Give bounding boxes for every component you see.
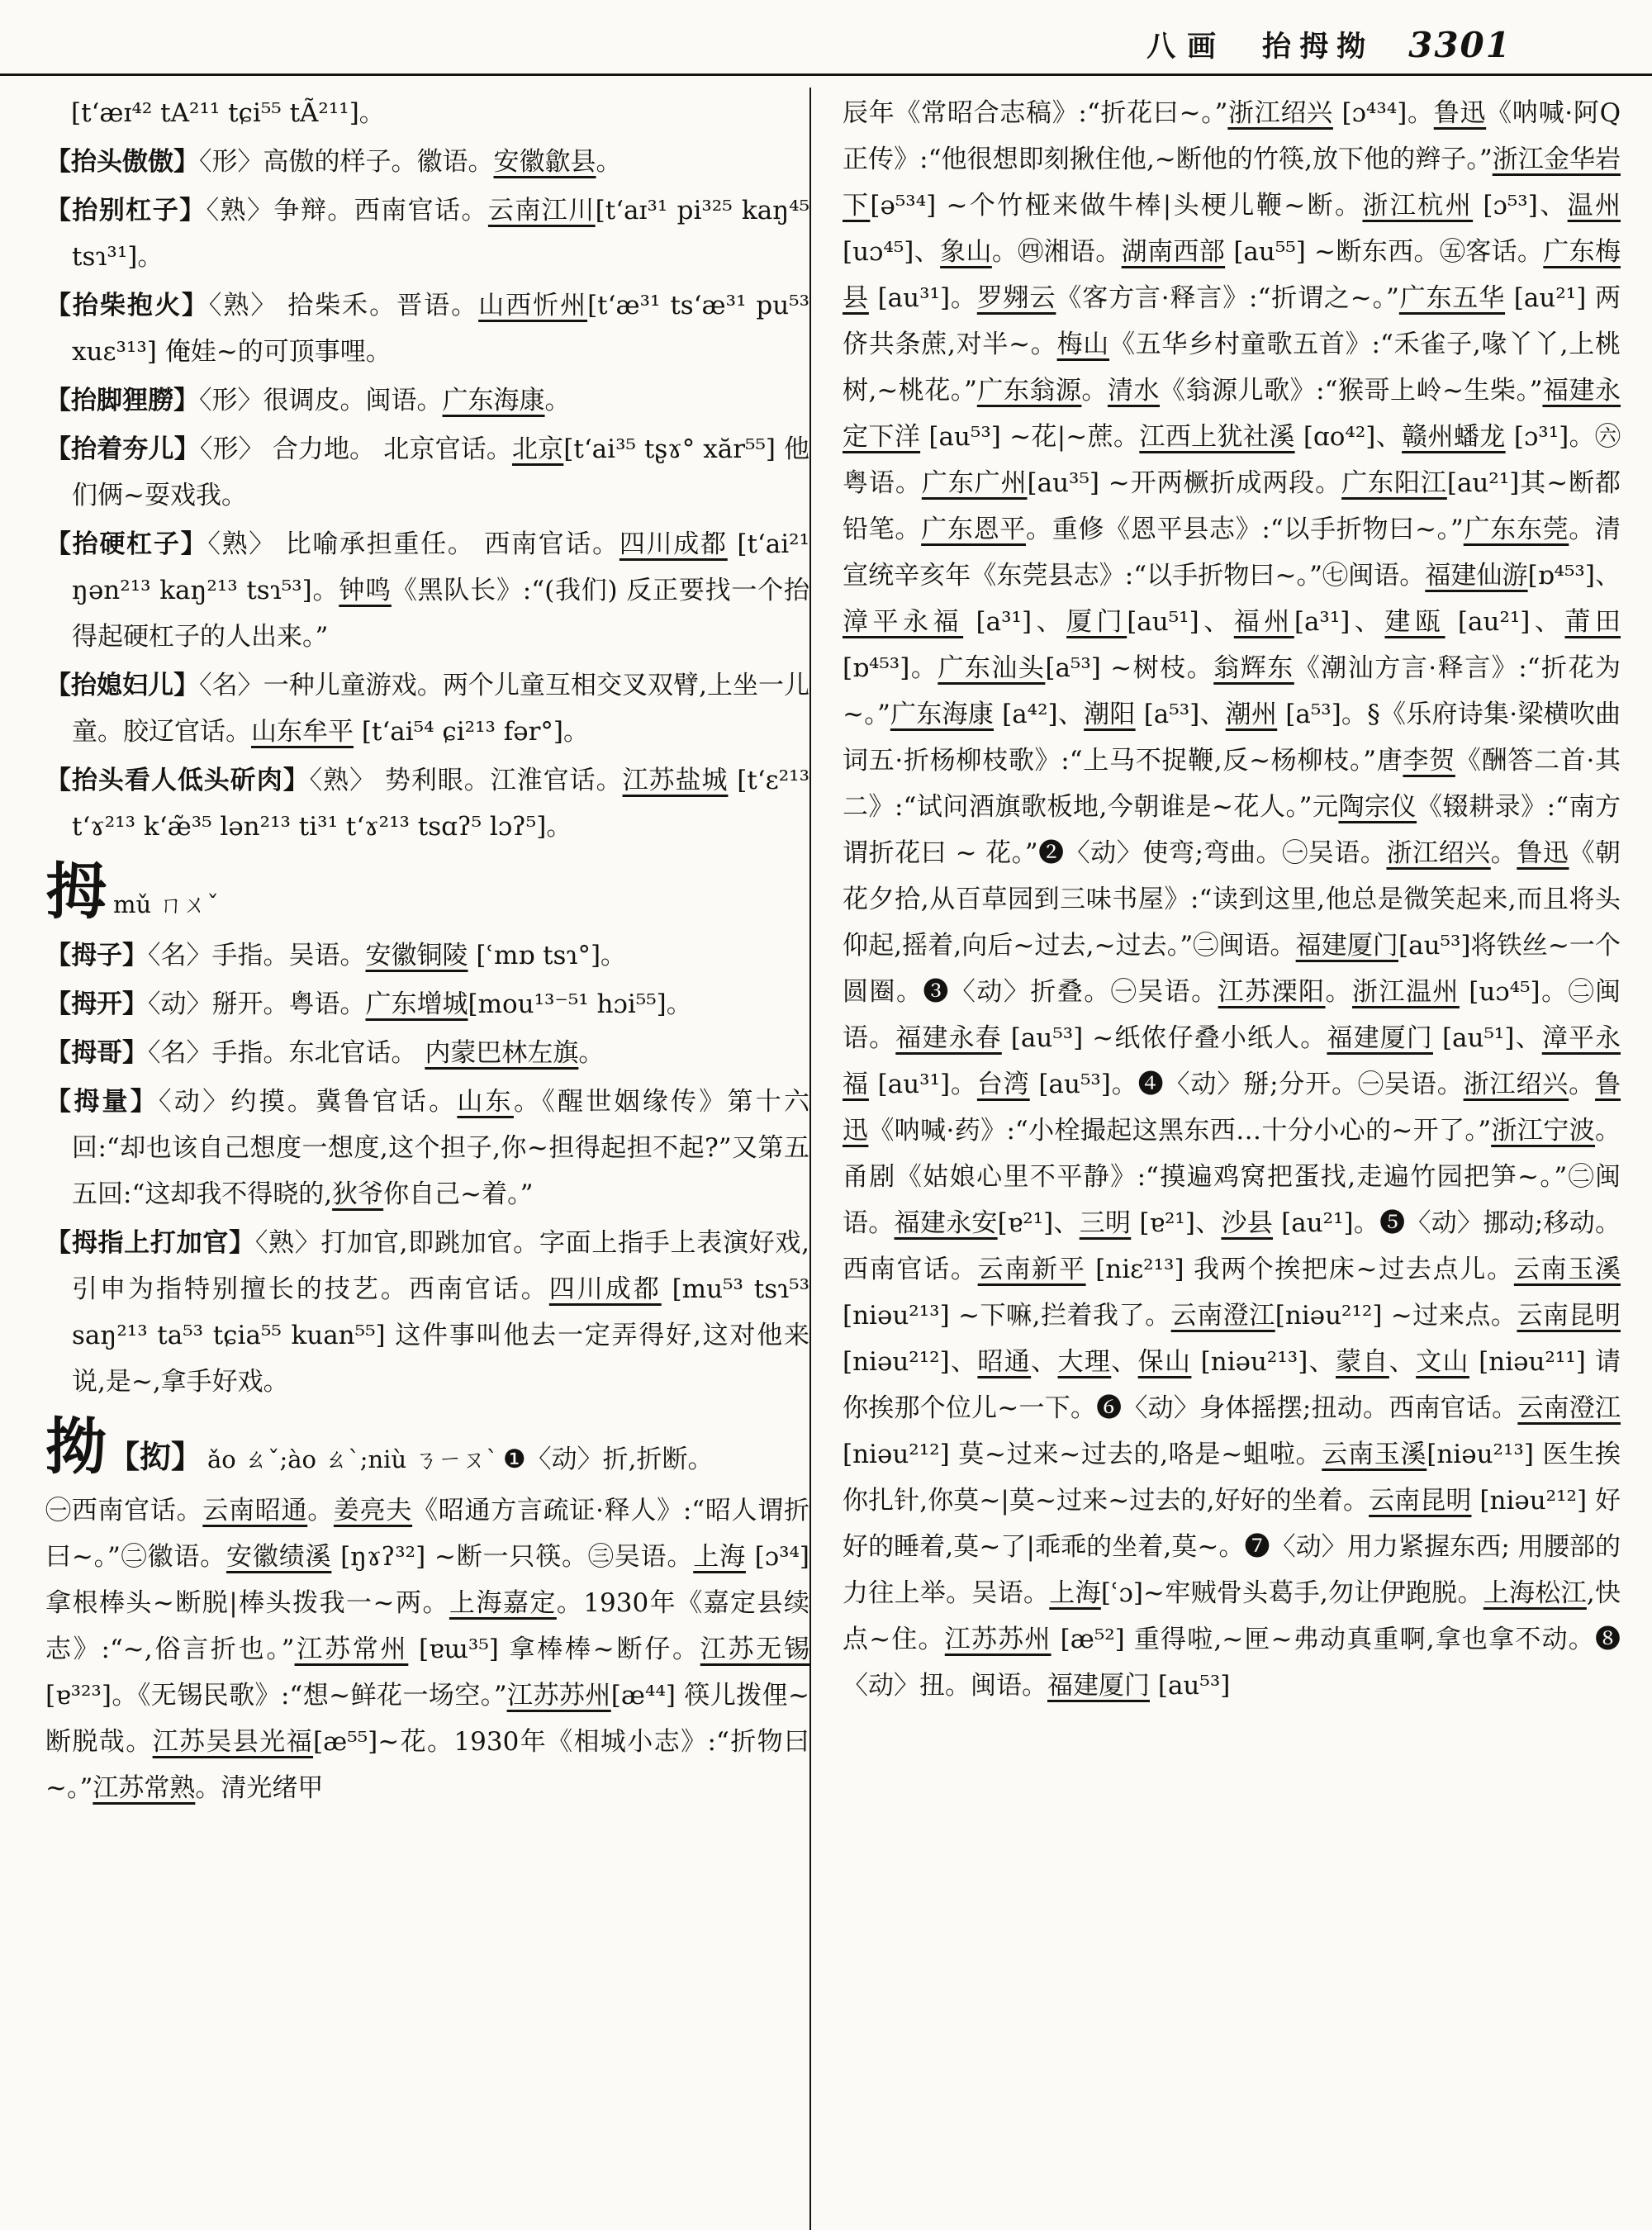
text-run: [ɐ²¹]、 <box>997 1208 1080 1238</box>
proper-noun-underlined: 江苏溧阳 <box>1218 977 1326 1007</box>
text-run: [au²¹]其~断都铅笔。 <box>843 468 1621 544</box>
proper-noun-underlined: 安徽绩溪 <box>226 1542 332 1572</box>
text-run: 。 <box>1569 1070 1596 1099</box>
text-run: [au⁵⁵] ~断东西。㊄客话。 <box>1225 237 1544 267</box>
proper-noun-underlined: 温州 <box>1567 191 1621 221</box>
proper-noun-underlined: 浙江绍兴 <box>1463 1070 1569 1099</box>
proper-noun-underlined: 陶宗仪 <box>1338 792 1417 822</box>
text-run: [niəu²¹²] 好好的睡着,莫~了|乖乖的坐着,莫~。❼〈动〉用力紧握东西; 用腰部的力往上举。吴语。 <box>843 1486 1621 1608</box>
text-run: 你自己~着。” <box>383 1179 534 1209</box>
proper-noun-underlined: 潮阳 <box>1084 700 1136 729</box>
proper-noun-underlined: 云南澄江 <box>1170 1301 1275 1331</box>
page-header <box>0 0 1652 76</box>
entry-headword: 【抬媳妇儿】 <box>45 671 200 700</box>
proper-noun-underlined: 云南江川 <box>487 196 596 225</box>
text-run: 。㊃湘语。 <box>991 237 1122 267</box>
text-run: 《呐喊·阿Q正传》:“他很想即刻揪住他,~断他的竹筷,放下他的辫子。” <box>843 98 1621 174</box>
proper-noun-underlined: 鲁迅 <box>1433 98 1487 128</box>
proper-noun-underlined: 钟鸣 <box>339 576 392 605</box>
proper-noun-underlined: 梅山 <box>1056 330 1110 359</box>
proper-noun-underlined: 罗翙云 <box>976 283 1056 313</box>
text-run: [t‘ai²¹ ŋən²¹³ kaŋ²¹³ tsɿ⁵³]。 <box>72 529 809 605</box>
proper-noun-underlined: 江苏常州 <box>294 1635 409 1664</box>
head-character: 拗 <box>45 1412 108 1483</box>
proper-noun-underlined: 广东东莞 <box>1463 515 1569 544</box>
text-run: [mu⁵³ tsɿ⁵³ saŋ²¹³ ta⁵³ tɕia⁵⁵ kuan⁵⁵] 这件事叫他去一定弄得好,这对他来说,是~,拿手好戏。 <box>72 1274 809 1397</box>
text-run: 。1930年《嘉定县续志》:“~,俗言折也。” <box>45 1588 809 1664</box>
text-run: 《潮汕方言·释言》:“折花为~。” <box>843 653 1621 729</box>
proper-noun-underlined: 广东汕头 <box>938 653 1046 683</box>
text-run: 〈名〉手指。东北官话。 <box>148 1038 425 1068</box>
text-run: 《朝花夕拾,从百草园到三味书屋》:“读到这里,他总是微笑起来,而且将头仰起,摇着,向后~过去,~过去。”㊁闽语。 <box>843 838 1621 961</box>
proper-noun-underlined: 沙县 <box>1221 1208 1274 1238</box>
text-run: 〈名〉一种儿童游戏。两个儿童互相交叉双臂,上坐一儿童。胶辽官话。 <box>72 671 809 747</box>
proper-noun-underlined: 莆田 <box>1564 607 1621 637</box>
text-run: [niəu²¹²]、 <box>843 1347 978 1377</box>
proper-noun-underlined: 广东海康 <box>442 386 545 415</box>
proper-noun-underlined: 山东 <box>457 1087 514 1117</box>
proper-noun-underlined: 云南澄江 <box>1517 1393 1621 1423</box>
text-run: [t‘ai³⁵ tʂɤ° xăr⁵⁵] 他们俩~耍戏我。 <box>72 434 809 510</box>
text-run: 〈形〉 合力地。 北京官话。 <box>199 434 512 464</box>
proper-noun-underlined: 狄爷 <box>332 1179 384 1209</box>
entry-headword: 【抬脚狸朥】 <box>45 386 199 415</box>
proper-noun-underlined: 保山 <box>1137 1347 1192 1377</box>
text-run: [au³⁵] ~开两橛折成两段。 <box>1027 468 1342 498</box>
text-run: [niəu²¹³] ~下嘛,拦着我了。 <box>843 1301 1171 1331</box>
dictionary-paragraph <box>45 1220 809 1405</box>
proper-noun-underlined: 翁辉东 <box>1213 653 1294 683</box>
proper-noun-underlined: 山西忻州 <box>478 291 588 320</box>
proper-noun-underlined: 云南玉溪 <box>1322 1440 1427 1469</box>
text-run: [au³¹]。 <box>868 283 977 313</box>
right-column <box>809 88 1621 2230</box>
dictionary-paragraph <box>45 377 809 424</box>
section-characters-label: 抬拇拗 <box>1262 30 1374 64</box>
text-run: ❶〈动〉折,折断。 <box>502 1445 714 1474</box>
text-run: 《辍耕录》:“南方谓折花曰 ~ 花。”❷〈动〉使弯;弯曲。㊀吴语。 <box>843 792 1621 868</box>
proper-noun-underlined: 蒙自 <box>1336 1347 1389 1377</box>
proper-noun-underlined: 浙江金华岩下 <box>843 145 1621 221</box>
proper-noun-underlined: 浙江杭州 <box>1362 191 1474 221</box>
proper-noun-underlined: 云南昭通 <box>202 1496 308 1525</box>
text-run: [au⁵¹]、 <box>1127 607 1234 637</box>
proper-noun-underlined: 福建仙游 <box>1425 561 1528 591</box>
entry-headword: 【抬别杠子】 <box>45 196 206 225</box>
entry-headword: 【抬头傲傲】 <box>45 147 199 177</box>
entry-headword: 【拇子】 <box>45 941 148 970</box>
proper-noun-underlined: 广东梅县 <box>843 237 1621 313</box>
text-run: 。甬剧《姑娘心里不平静》:“摸遍鸡窝把蛋找,走遍竹园把笋~。”㊁闽语。 <box>843 1116 1621 1238</box>
proper-noun-underlined: 江苏常熟 <box>93 1773 196 1803</box>
proper-noun-underlined: 赣州蟠龙 <box>1402 422 1506 452</box>
text-run: 、 <box>1111 1347 1138 1377</box>
text-run: 《五华乡村童歌五首》:“禾雀子,喙丫丫,上桃树,~桃花。” <box>843 330 1621 406</box>
proper-noun-underlined: 文山 <box>1416 1347 1469 1377</box>
dictionary-paragraph <box>45 426 809 519</box>
proper-noun-underlined: 云南昆明 <box>1517 1301 1621 1331</box>
proper-noun-underlined: 福州 <box>1233 607 1294 637</box>
text-run: [niəu²¹²] ~过来点。 <box>1275 1301 1517 1331</box>
dictionary-paragraph <box>45 139 809 185</box>
proper-noun-underlined: 云南昆明 <box>1369 1486 1472 1516</box>
text-run: [ʿɔ]~牢贼骨头葛手,勿让伊跑脱。 <box>1100 1578 1483 1608</box>
dictionary-paragraph <box>45 282 809 375</box>
proper-noun-underlined: 广东五华 <box>1398 283 1506 313</box>
proper-noun-underlined: 昭通 <box>977 1347 1032 1377</box>
text-run: 。 <box>307 1496 334 1525</box>
proper-noun-underlined: 福建永定下洋 <box>843 376 1621 452</box>
text-run: [t‘ai⁵⁴ ɕi²¹³ fər°]。 <box>354 717 590 747</box>
text-run: [ɒ⁴⁵³]。 <box>843 653 938 683</box>
text-columns <box>0 76 1652 2230</box>
text-run: [ɐɯ³⁵] 拿棒棒~断仔。 <box>408 1635 700 1664</box>
text-run: [t‘æ³¹ ts‘æ³¹ pu⁵³ xuɛ³¹³] 俺娃~的可顶事哩。 <box>72 291 809 367</box>
proper-noun-underlined: 漳平永福 <box>843 607 964 637</box>
proper-noun-underlined: 福建厦门 <box>1327 1023 1433 1053</box>
text-run: [niəu²¹³] 医生挨你扎针,你莫~|莫~过来~过去的,好好的坐着。 <box>843 1440 1621 1516</box>
proper-noun-underlined: 姜亮夫 <box>333 1496 413 1525</box>
text-run: [æ⁵⁵]~花。1930年《相城小志》:“折物曰~。” <box>45 1727 809 1803</box>
proper-noun-underlined: 建瓯 <box>1384 607 1446 637</box>
text-run: 《呐喊·药》:“小栓撮起这黑东西…十分小心的~开了。” <box>868 1116 1492 1146</box>
text-run: [au⁵¹]、 <box>1432 1023 1542 1053</box>
text-run: [ʿmɒ tsɿ°]。 <box>468 941 627 970</box>
proper-noun-underlined: 北京 <box>512 434 564 464</box>
proper-noun-underlined: 安徽歙县 <box>493 147 596 177</box>
dictionary-paragraph <box>843 90 1621 1709</box>
proper-noun-underlined: 浙江绍兴 <box>1227 98 1333 128</box>
text-run: [æ⁵²] 重得啦,~匣~弗动真重啊,拿也拿不动。❽〈动〉扭。闽语。 <box>843 1625 1621 1701</box>
dictionary-paragraph <box>45 856 809 928</box>
proper-noun-underlined: 浙江宁波 <box>1491 1116 1596 1146</box>
text-run: [æ⁴⁴] 筷儿拨俚~断脱哉。 <box>45 1681 809 1757</box>
proper-noun-underlined: 福建永安 <box>894 1208 998 1238</box>
text-run: [ɔ³¹]。㊅粤语。 <box>843 422 1621 498</box>
text-run: 〈熟〉 拾柴禾。晋语。 <box>208 291 479 320</box>
proper-noun-underlined: 福建厦门 <box>1047 1671 1150 1701</box>
entry-headword: 【抬着夯儿】 <box>45 434 200 464</box>
proper-noun-underlined: 上海松江 <box>1483 1578 1587 1608</box>
text-run: 〈熟〉打加官,即跳加官。字面上指手上表演好戏,引申为指特别擅长的技艺。西南官话。 <box>72 1228 809 1304</box>
proper-noun-underlined: 云南玉溪 <box>1513 1255 1621 1284</box>
text-run: 〈熟〉争辩。西南官话。 <box>206 196 488 225</box>
proper-noun-underlined: 江苏盐城 <box>622 766 729 795</box>
pronunciation: mǔ ㄇㄨˇ <box>113 890 219 918</box>
dictionary-paragraph <box>45 187 809 280</box>
text-run: 。清宣统辛亥年《东莞县志》:“以手折物曰~。”㊆闽语。 <box>843 515 1621 591</box>
text-run: [ɐ³²³]。《无锡民歌》:“想~鲜花一场空。” <box>45 1681 507 1710</box>
text-run: 〈动〉掰开。粤语。 <box>148 989 366 1019</box>
head-character: 拇 <box>45 856 108 928</box>
proper-noun-underlined: 三明 <box>1079 1208 1132 1238</box>
text-run: [ə⁵³⁴] ~个竹桠来做牛棒|头梗儿鞭~断。 <box>870 191 1363 221</box>
text-run: 。 <box>596 147 622 177</box>
proper-noun-underlined: 内蒙巴林左旗 <box>425 1038 579 1068</box>
proper-noun-underlined: 象山 <box>940 237 992 267</box>
proper-noun-underlined: 江苏吴县光福 <box>152 1727 314 1757</box>
entry-headword: 【拇指上打加官】 <box>45 1228 255 1258</box>
text-run: 〈熟〉 势利眼。江淮官话。 <box>309 766 623 795</box>
text-run: [a⁵³] ~树枝。 <box>1045 653 1214 683</box>
text-run: [niəu²¹³]、 <box>1191 1347 1336 1377</box>
text-run: 〈熟〉 比喻承担重任。 西南官话。 <box>207 529 620 559</box>
text-run: [uɔ⁴⁵]。㊁闽语。 <box>843 977 1621 1053</box>
entry-headword: 【抬硬杠子】 <box>45 529 208 559</box>
text-run: [t‘ɛ²¹³ t‘ɤ²¹³ k‘æ̃³⁵ lən²¹³ ti³¹ t‘ɤ²¹³ tsɑʔ⁵ lɔʔ⁵]。 <box>72 766 809 842</box>
proper-noun-underlined: 潮州 <box>1225 700 1278 729</box>
proper-noun-underlined: 厦门 <box>1066 607 1127 637</box>
text-run: [ɑo⁴²]、 <box>1294 422 1403 452</box>
proper-noun-underlined: 浙江绍兴 <box>1386 838 1491 868</box>
entry-headword: 【抬柴抱火】 <box>45 291 209 320</box>
proper-noun-underlined: 广东恩平 <box>921 515 1026 544</box>
proper-noun-underlined: 鲁迅 <box>843 1070 1621 1146</box>
proper-noun-underlined: 江苏无锡 <box>700 1635 809 1664</box>
text-run: [ɔ³⁴] 拿根棒头~断脱|棒头拨我一~两。 <box>45 1542 809 1618</box>
proper-noun-underlined: 广东广州 <box>921 468 1028 498</box>
proper-noun-underlined: 广东翁源 <box>976 376 1082 406</box>
dictionary-paragraph <box>45 757 809 850</box>
text-run: [a³¹]、 <box>1294 607 1385 637</box>
proper-noun-underlined: 鲁迅 <box>1517 838 1569 868</box>
text-run: [au²¹]、 <box>1445 607 1565 637</box>
text-run: [ɐ²¹]、 <box>1131 1208 1222 1238</box>
dictionary-paragraph <box>45 662 809 755</box>
text-run: [a⁵³]。§《乐府诗集·梁横吹曲词五·折杨柳枝歌》:“上马不捉鞭,反~杨柳枝。”唐 <box>843 700 1621 776</box>
text-run: [uɔ⁴⁵]、 <box>843 237 941 267</box>
entry-headword: 【拇开】 <box>45 989 148 1019</box>
text-run: 。 <box>544 386 571 415</box>
dictionary-paragraph <box>45 90 809 136</box>
text-run: 。 <box>1081 376 1108 406</box>
left-column <box>45 88 809 2230</box>
text-run: [t‘aɪ³¹ pi³²⁵ kaŋ⁴⁵ tsɿ³¹]。 <box>72 196 809 272</box>
text-run: [au²¹]。❺〈动〉挪动;移动。西南官话。 <box>843 1208 1621 1284</box>
text-run: 《昭通方言疏证·释人》:“昭人谓折曰~。”㊁徽语。 <box>45 1496 809 1572</box>
text-run: 辰年《常昭合志稿》:“折花曰~。” <box>843 98 1228 128</box>
text-run: 。清光绪甲 <box>195 1773 324 1803</box>
proper-noun-underlined: 清水 <box>1107 376 1160 406</box>
proper-noun-underlined: 台湾 <box>976 1070 1030 1099</box>
text-run: [au⁵³]。❹〈动〉掰;分开。㊀吴语。 <box>1029 1070 1464 1099</box>
text-run: [niɛ²¹³] 我两个挨把床~过去点儿。 <box>1085 1255 1514 1284</box>
dictionary-paragraph <box>45 981 809 1027</box>
dictionary-paragraph <box>45 932 809 979</box>
text-run: [mou¹³⁻⁵¹ hɔi⁵⁵]。 <box>468 989 692 1019</box>
text-run: [au⁵³] ~花|~蔗。 <box>920 422 1140 452</box>
text-run: 。重修《恩平县志》:“以手折物曰~。” <box>1026 515 1464 544</box>
text-run: [au⁵³] <box>1150 1671 1231 1701</box>
text-run: ㊀西南官话。 <box>45 1496 203 1525</box>
variant-form: 【抝】 <box>108 1438 203 1475</box>
proper-noun-underlined: 福建厦门 <box>1295 931 1398 961</box>
text-run: [a³¹]、 <box>963 607 1067 637</box>
proper-noun-underlined: 广东海康 <box>890 700 995 729</box>
entry-headword: 【拇哥】 <box>45 1038 148 1068</box>
text-run: 《黑队长》:“(我们) 反正要找一个抬得起硬杠子的人出来。” <box>72 576 809 652</box>
text-run: 。 <box>578 1038 605 1068</box>
text-run: [ɔ⁵³]、 <box>1473 191 1568 221</box>
proper-noun-underlined: 江苏苏州 <box>506 1681 611 1710</box>
text-run: [niəu²¹²] 莫~过来~过去的,咯是~蛆啦。 <box>843 1440 1322 1469</box>
proper-noun-underlined: 四川成都 <box>619 529 728 559</box>
pronunciation: ǎo ㄠˇ;ào ㄠˋ;niù ㄋㄧㄡˋ <box>207 1445 498 1473</box>
proper-noun-underlined: 江西上犹社溪 <box>1139 422 1295 452</box>
proper-noun-underlined: 湖南西部 <box>1121 237 1226 267</box>
text-run: [ɔ⁴³⁴]。 <box>1332 98 1434 128</box>
proper-noun-underlined: 上海 <box>1049 1578 1101 1608</box>
text-run: [ŋɤʔ³²] ~断一只筷。㊂吴语。 <box>331 1542 694 1572</box>
proper-noun-underlined: 福建永春 <box>895 1023 1002 1053</box>
dictionary-paragraph <box>45 1079 809 1217</box>
proper-noun-underlined: 上海嘉定 <box>449 1588 557 1618</box>
dictionary-paragraph <box>45 1487 809 1811</box>
proper-noun-underlined: 四川成都 <box>548 1274 662 1304</box>
stroke-section-label: 八画 <box>1146 30 1228 64</box>
text-run: 。 <box>1325 977 1353 1007</box>
text-run: [au²¹] 两侪共条蔗,对半~。 <box>843 283 1621 359</box>
text-run: 《客方言·释言》:“折谓之~。” <box>1056 283 1399 313</box>
text-run: 、 <box>1031 1347 1058 1377</box>
text-run: [au⁵³]将铁丝~一个圆圈。❸〈动〉折叠。㊀吴语。 <box>843 931 1621 1007</box>
text-run: 〈动〉约摸。冀鲁官话。 <box>159 1087 458 1117</box>
dictionary-paragraph <box>45 1030 809 1076</box>
text-run: ,快点~住。 <box>843 1578 1621 1654</box>
entry-headword: 【抬头看人低头斫肉】 <box>45 766 310 795</box>
proper-noun-underlined: 上海 <box>693 1542 746 1572</box>
text-run: 。 <box>1490 838 1517 868</box>
page-number: 3301 <box>1408 25 1512 65</box>
text-run: [a⁵³]、 <box>1135 700 1226 729</box>
dictionary-paragraph <box>45 1412 809 1483</box>
proper-noun-underlined: 山东牟平 <box>251 717 354 747</box>
text-run: 《酬答二首·其二》:“试问酒旗歌板地,今朝谁是~花人。”元 <box>843 746 1621 822</box>
proper-noun-underlined: 广东阳江 <box>1341 468 1447 498</box>
text-run: [au⁵³] ~纸侬仔叠小纸人。 <box>1001 1023 1327 1053</box>
proper-noun-underlined: 安徽铜陵 <box>365 941 468 970</box>
text-run: 〈形〉很调皮。闽语。 <box>199 386 443 415</box>
proper-noun-underlined: 李贺 <box>1403 746 1455 776</box>
proper-noun-underlined: 云南新平 <box>977 1255 1086 1284</box>
text-run: [ɒ⁴⁵³]、 <box>1527 561 1621 591</box>
text-run: 《翁源儿歌》:“猴哥上岭~生柴。” <box>1160 376 1543 406</box>
proper-noun-underlined: 广东增城 <box>365 989 468 1019</box>
proper-noun-underlined: 江苏苏州 <box>944 1625 1051 1654</box>
proper-noun-underlined: 大理 <box>1057 1347 1112 1377</box>
entry-headword: 【拇量】 <box>45 1087 159 1117</box>
text-run: [a⁴²]、 <box>994 700 1085 729</box>
dictionary-paragraph <box>45 521 809 660</box>
text-run: 。《醒世姻缘传》第十六回:“却也该自己想度一想度,这个担子,你~担得起担不起?”又第五五回:“这却我不得晓的, <box>72 1087 809 1209</box>
text-run: [au³¹]。 <box>868 1070 977 1099</box>
proper-noun-underlined: 漳平永福 <box>843 1023 1621 1099</box>
proper-noun-underlined: 浙江温州 <box>1352 977 1460 1007</box>
text-run: [t‘æɪ⁴² tA²¹¹ tɕi⁵⁵ tÃ²¹¹]。 <box>71 98 385 128</box>
text-run: 〈形〉高傲的样子。徽语。 <box>199 147 494 177</box>
text-run: 、 <box>1389 1347 1417 1377</box>
text-run: 〈名〉手指。吴语。 <box>148 941 366 970</box>
text-run: [niəu²¹¹] 请你挨那个位儿~一下。❻〈动〉身体摇摆;扭动。西南官话。 <box>843 1347 1621 1423</box>
